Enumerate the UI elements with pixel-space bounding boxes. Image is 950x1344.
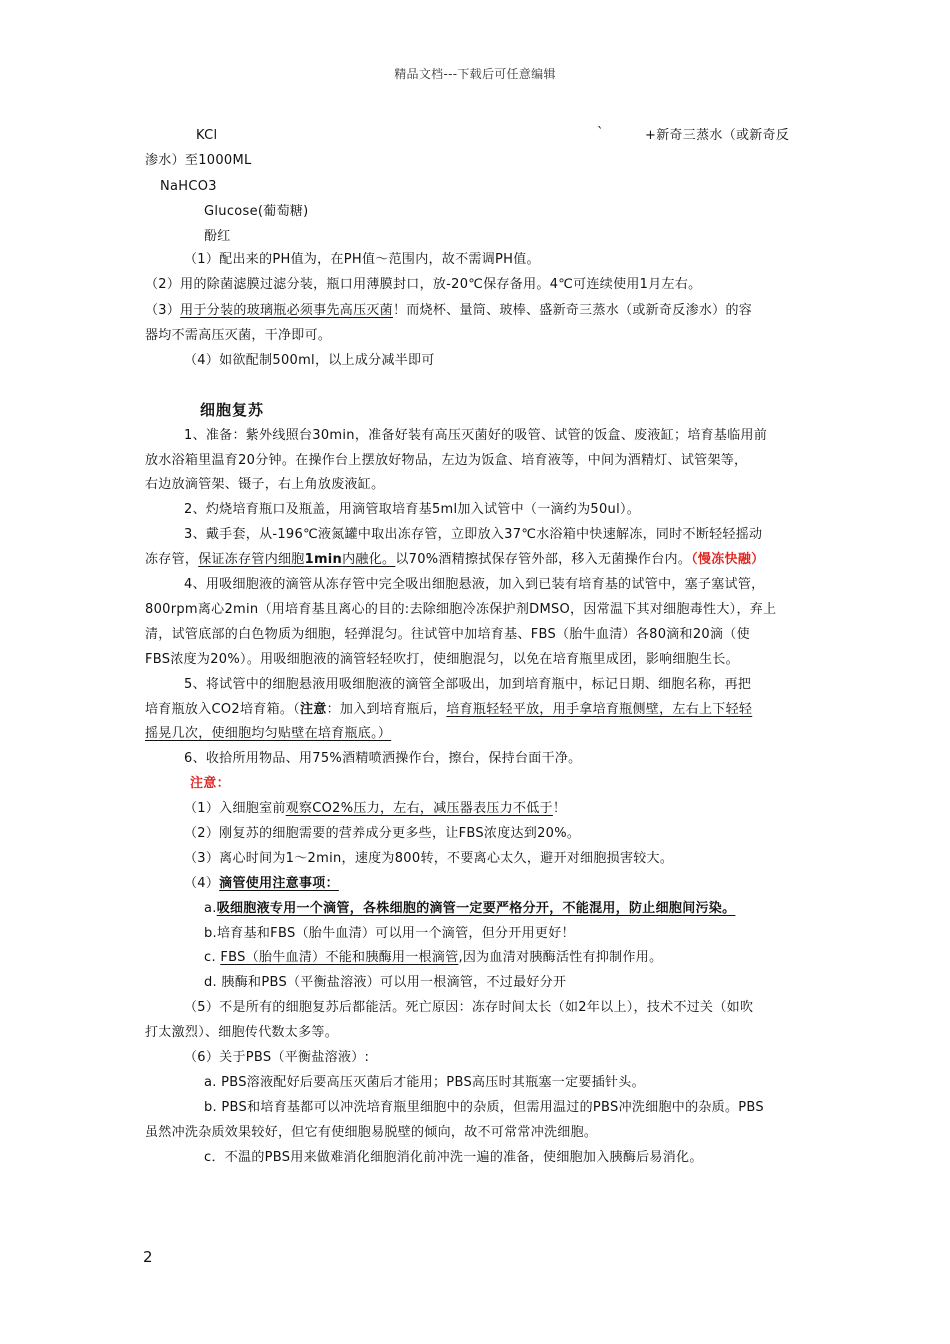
step-3-red-note: （慢冻快融） (691, 552, 765, 567)
attention-6: （6）关于PBS（平衡盐溶液）: (184, 1050, 370, 1065)
attention-4b: b.培育基和FBS（胎牛血清）可以用一个滴管，但分开用更好！ (204, 926, 575, 941)
phenol-line: 酚红 (204, 229, 231, 244)
attention-4-title: 滴管使用注意事项： (219, 876, 339, 891)
attention-4c-prefix: c. (204, 950, 216, 965)
attention-6c: c．不温的PBS用来做难消化细胞消化前冲洗一遍的准备，使细胞加入胰酶后易消化。 (204, 1150, 703, 1165)
note-2: （2）用的除菌滤膜过滤分装，瓶口用薄膜封口，放-20℃保存备用。4℃可连续使用1月左右。 (145, 277, 702, 292)
step-1-line-2: 放水浴箱里温育20分钟。在操作台上摆放好物品，左边为饭盒、培育液等，中间为酒精灯、试管架等， (145, 453, 748, 468)
attention-4c-underlined: FBS（胎牛血清）不能和胰酶用一根滴管 (220, 950, 459, 965)
step-6: 6、收拾所用物品、用75%酒精喷洒操作台，擦台，保持台面干净。 (184, 751, 582, 766)
step-5-line-3: 摇晃几次，使细胞均匀贴壁在培育瓶底。） (145, 726, 392, 741)
step-2: 2、灼烧培育瓶口及瓶盖，用滴管取培育基5ml加入试管中（一滴约为50ul）。 (184, 502, 641, 517)
attention-4c-rest: ,因为血清对胰酶活性有抑制作用。 (458, 950, 663, 965)
note-4: （4）如欲配制500ml，以上成分减半即可 (184, 353, 435, 368)
attention-4a-underlined: 吸细胞液专用一个滴管，各株细胞的滴管一定要严格分开，不能混用，防止细胞间污染。 (216, 901, 736, 916)
note-3-underlined: 用于分装的玻璃瓶必须事先高压灭菌 (180, 303, 393, 318)
attention-5-line-1: （5）不是所有的细胞复苏后都能活。死亡原因：冻存时间太长（如2年以上），技术不过关（如吹 (184, 1000, 754, 1015)
nahco3-line: NaHCO3 (160, 179, 217, 194)
attention-1 (184, 799, 566, 819)
note-1: （1）配出来的PH值为，在PH值～范围内，故不需调PH值。 (184, 252, 540, 267)
page-header: 精品文档---下载后可任意编辑 (394, 67, 556, 81)
glucose-line: Glucose(葡萄糖) (204, 204, 309, 219)
attention-4a-prefix: a. (204, 901, 217, 916)
step-1-line-3: 右边放滴管架、镊子，右上角放废液缸。 (145, 477, 385, 492)
kcl-line: KCl (196, 128, 218, 143)
attention-4 (184, 874, 339, 894)
step-4-line-3: 清，试管底部的白色物质为细胞，轻弹混匀。往试管中加培育基、FBS（胎牛血清）各80滴和20滴（使 (145, 627, 750, 642)
attention-1-underlined: 观察CO2%压力，左右，减压器表压力不低于 (285, 801, 553, 816)
page-number: 2 (143, 1248, 153, 1266)
attention-2: （2）刚复苏的细胞需要的营养成分更多些，让FBS浓度达到20%。 (184, 826, 581, 841)
attention-1-prefix: （1）入细胞室前 (184, 801, 286, 816)
tick-mark: ` (597, 126, 604, 141)
step-3-rest: 以70%酒精擦拭保存管外部，移入无菌操作台内。 (395, 552, 692, 567)
attention-3: （3）离心时间为1～2min，速度为800转，不要离心太久，避开对细胞损害较大。 (184, 851, 674, 866)
step-1-line-1: 1、准备：紫外线照台30min，准备好装有高压灭菌好的吸管、试管的饭盒、废液缸；培育基临用前 (184, 428, 768, 443)
step-5-mid: ：加入到培育瓶后， (326, 702, 447, 717)
attention-6b-line-2: 虽然冲洗杂质效果较好，但它有使细胞易脱壁的倾向，故不可常常冲洗细胞。 (145, 1125, 598, 1140)
attention-4a (204, 899, 735, 919)
attention-6b-line-1: b. PBS和培育基都可以冲洗培育瓶里细胞中的杂质，但需用温过的PBS冲洗细胞中的杂质。PBS (204, 1100, 764, 1115)
step-3-line-2 (145, 550, 764, 570)
step-3-underlined-2: 内融化。 (342, 552, 396, 567)
step-3-underlined-1: 保证冻存管内细胞 (198, 552, 305, 567)
step-5-line-2 (145, 700, 752, 720)
step-5-line-1: 5、将试管中的细胞悬液用吸细胞液的滴管全部吸出，加到培育瓶中，标记日期、细胞名称，再把 (184, 677, 752, 692)
note-3-line-2: 器均不需高压灭菌，干净即可。 (145, 328, 332, 343)
step-3-prefix: 冻存管， (145, 552, 199, 567)
step-5-underlined: 培育瓶轻轻平放，用手拿培育瓶侧壁，左右上下轻轻 (446, 702, 753, 717)
step-4-line-4: FBS浓度为20%）。用吸细胞液的滴管轻轻吹打，使细胞混匀，以免在培育瓶里成团，影响细胞生长。 (145, 652, 739, 667)
note-3-prefix: （3） (145, 303, 181, 318)
attention-5-line-2: 打太激烈）、细胞传代数太多等。 (145, 1025, 339, 1040)
step-5-bold: 注意 (299, 702, 327, 717)
step-5-prefix: 培育瓶放入CO2培育箱。（ (145, 702, 300, 717)
attention-4-prefix: （4） (184, 876, 220, 891)
water-line-1: +新奇三蒸水（或新奇反 (645, 128, 790, 143)
water-line-2: 渗水）至1000ML (145, 153, 252, 168)
attention-4c (204, 948, 662, 968)
step-3-line-1: 3、戴手套，从-196℃液氮罐中取出冻存管，立即放入37℃水浴箱中快速解冻，同时不断轻轻摇动 (184, 527, 763, 542)
attention-6a: a. PBS溶液配好后要高压灭菌后才能用；PBS高压时其瓶塞一定要插针头。 (204, 1075, 645, 1090)
step-4-line-2: 800rpm离心2min（用培育基且离心的目的:去除细胞冷冻保护剂DMSO，因常温下其对细胞毒性大），弃上 (145, 602, 777, 617)
step-4-line-1: 4、用吸细胞液的滴管从冻存管中完全吸出细胞悬液，加入到已装有培育基的试管中，塞子塞试管， (184, 577, 765, 592)
step-3-underlined-bold: 1min (304, 552, 343, 567)
note-3-rest: ！而烧杯、量筒、玻棒、盛新奇三蒸水（或新奇反渗水）的容 (392, 303, 753, 318)
attention-title: 注意： (190, 776, 230, 791)
section-title: 细胞复苏 (200, 401, 265, 419)
note-3-line-1 (145, 301, 752, 321)
attention-4d: d. 胰酶和PBS（平衡盐溶液）可以用一根滴管，不过最好分开 (204, 975, 567, 990)
attention-1-end: ！ (552, 801, 567, 816)
